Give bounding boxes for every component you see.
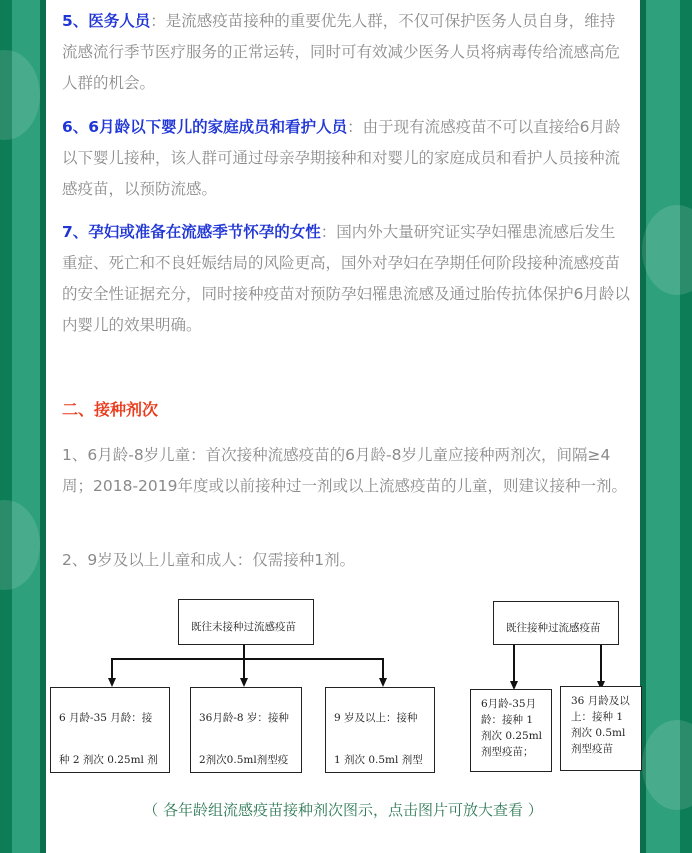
item-text: ：是流感疫苗接种的重要优先人群，不仅可保护医务人员自身，维持流感流行季节医疗服务的正常运转，同时可有效减少医务人员将病毒传给流感高危人群的机会。 xyxy=(62,12,621,92)
flow-root-label: 既往接种过流感疫苗 xyxy=(506,622,601,634)
connector xyxy=(243,645,245,659)
connector xyxy=(600,645,602,683)
flow-box-line: 9 岁及以上：接种 xyxy=(334,712,418,724)
flow-box-36-months-plus-prior xyxy=(560,686,642,771)
dose-paragraph-2: 2、9岁及以上儿童和成人：仅需接种1剂。 xyxy=(62,551,356,569)
flow-box-line: 剂型疫苗 xyxy=(571,743,613,755)
flow-box-line: 6月龄-35月 xyxy=(481,698,537,710)
connector xyxy=(111,658,384,660)
flow-box-line: 上：接种 1 xyxy=(571,711,624,723)
flow-root-label: 既往未接种过流感疫苗 xyxy=(191,621,296,633)
connector xyxy=(111,658,113,678)
article-panel xyxy=(46,0,640,853)
section-title: 二、接种剂次 xyxy=(62,400,159,419)
flow-box-line: 剂次 0.5ml xyxy=(571,727,626,739)
flow-box-line: 6 月龄-35 月龄：接 xyxy=(59,712,153,724)
image-caption: （ 各年龄组流感疫苗接种剂次图示，点击图片可放大查看 ） xyxy=(143,801,543,819)
item-text: ：国内外大量研究证实孕妇罹患流感后发生重症、死亡和不良妊娠结局的风险更高，国外对孕妇在孕期任何阶段接种流感疫苗的安全性证据充分，同时接种疫苗对预防孕妇罹患流感及通过胎传抗体保护6月龄以内婴儿的效果明确。 xyxy=(62,223,630,334)
flow-box-9-years-plus xyxy=(325,687,435,773)
flow-box-line: 36月龄-8 岁：接种 xyxy=(199,712,289,724)
arrow-icon xyxy=(108,678,116,687)
flow-box-line: 剂次 0.25ml xyxy=(481,730,543,742)
arrow-icon xyxy=(379,678,387,687)
flow-box-6-35-months xyxy=(50,687,170,773)
connector xyxy=(513,645,515,683)
item-medical-staff xyxy=(62,6,630,99)
item-heading: 7、孕妇或准备在流感季节怀孕的女性 xyxy=(62,223,321,241)
flow-box-line: 2剂次0.5ml剂型疫 xyxy=(199,754,289,766)
flow-box-line: 龄：接种 1 xyxy=(481,714,534,726)
flow-box-line: 36 月龄及以 xyxy=(571,695,630,707)
item-heading: 5、医务人员 xyxy=(62,12,151,30)
item-infant-caregivers xyxy=(62,112,630,205)
flow-box-line: 剂型疫苗； xyxy=(481,746,534,758)
flow-root-unvaccinated xyxy=(178,599,314,645)
item-pregnant-women xyxy=(62,217,630,341)
item-heading: 6、6月龄以下婴儿的家庭成员和看护人员 xyxy=(62,118,348,136)
flow-box-line: 1 剂次 0.5ml 剂型 xyxy=(334,754,423,766)
flow-box-36-months-8-years xyxy=(190,687,302,773)
flow-box-line: 种 2 剂次 0.25ml 剂 xyxy=(59,754,158,766)
flow-root-vaccinated xyxy=(493,601,619,645)
connector xyxy=(382,658,384,678)
flow-box-6-35-months-prior xyxy=(470,689,552,772)
arrow-icon xyxy=(240,678,248,687)
connector xyxy=(243,658,245,678)
item-text: ：由于现有流感疫苗不可以直接给6月龄以下婴儿接种，该人群可通过母亲孕期接种和对婴儿的家庭成员和看护人员接种流感疫苗，以预防流感。 xyxy=(62,118,621,198)
dose-paragraph-1: 1、6月龄-8岁儿童：首次接种流感疫苗的6月龄-8岁儿童应接种两剂次，间隔≥4周；2018-2019年度或以前接种过一剂或以上流感疫苗的儿童，则建议接种一剂。 xyxy=(62,446,627,495)
